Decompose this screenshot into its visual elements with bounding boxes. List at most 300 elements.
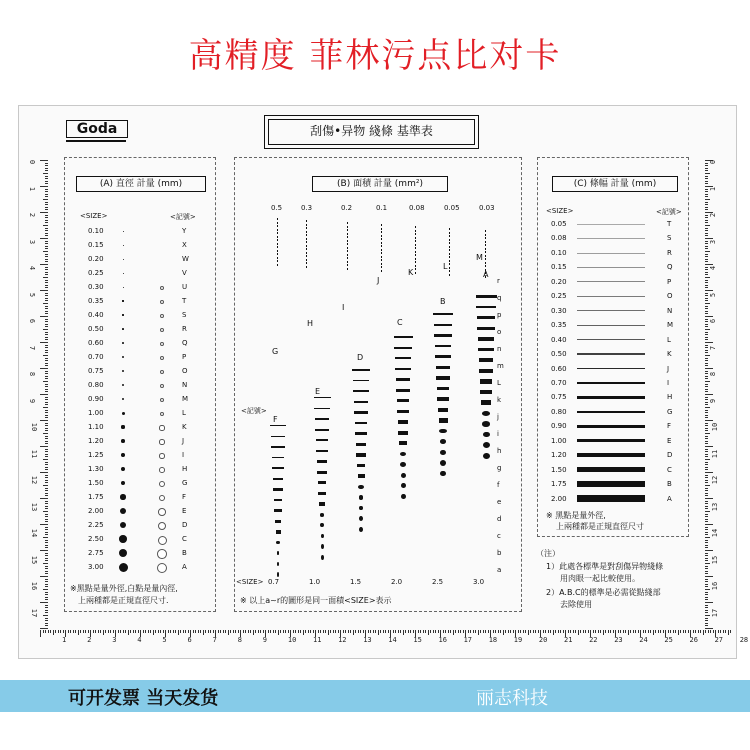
ruler-tick (335, 630, 336, 633)
ruler-tick (43, 381, 48, 382)
ruler-tick (45, 261, 48, 262)
ruler-tick (40, 628, 48, 629)
ruler-tick (428, 630, 429, 635)
ruler-tick (45, 630, 46, 633)
panel-b-stroke (449, 232, 450, 234)
ruler-tick (45, 488, 48, 489)
panel-b-stroke (347, 261, 348, 263)
panel-c-line (577, 439, 645, 442)
ruler-tick (625, 630, 626, 633)
ruler-tick (705, 630, 706, 633)
panel-b-mark (271, 436, 286, 437)
ruler-tick (93, 630, 94, 633)
ruler-tick (723, 630, 724, 633)
panel-b-mark (276, 530, 281, 534)
ruler-right (705, 150, 735, 630)
panel-a-code: F (182, 493, 187, 501)
ruler-tick (395, 630, 396, 633)
ruler-tick (45, 404, 48, 405)
ruler-tick (555, 630, 556, 633)
ruler-number: 2 (709, 212, 718, 218)
panel-b-mark (479, 358, 493, 362)
ruler-tick (108, 630, 109, 633)
ruler-tick (40, 446, 48, 447)
panel-c-code: A (667, 494, 672, 503)
panel-a-white-dot (159, 439, 164, 444)
ruler-tick (133, 630, 134, 633)
ruler-tick (45, 178, 48, 179)
ruler-tick (45, 467, 48, 468)
panel-a-white-dot (159, 453, 165, 459)
ruler-tick (45, 308, 48, 309)
panel-c-line (577, 353, 645, 355)
panel-b-letter-col: L (497, 379, 501, 387)
ruler-tick (675, 630, 676, 633)
panel-b-stroke (415, 226, 416, 228)
ruler-tick (40, 602, 48, 603)
ruler-tick (705, 337, 708, 338)
panel-b-bottom-size: 1.5 (350, 578, 362, 586)
panel-b-mark (401, 494, 406, 500)
ruler-tick (45, 391, 48, 392)
ruler-tick (705, 303, 710, 304)
ruler-tick (705, 443, 708, 444)
ruler-tick (43, 589, 48, 590)
ruler-tick (45, 527, 48, 528)
ruler-tick (705, 527, 708, 528)
panel-b-stroke (485, 258, 486, 260)
ruler-number: 5 (28, 292, 37, 297)
ruler-tick (705, 597, 708, 598)
ruler-tick (130, 630, 131, 633)
ruler-tick (705, 485, 710, 486)
panel-b-stroke (381, 249, 382, 251)
ruler-tick (705, 441, 708, 442)
ruler-tick (705, 248, 708, 249)
ruler-tick (45, 209, 48, 210)
ruler-tick (670, 630, 671, 633)
ruler-number: 11 (313, 636, 322, 644)
panel-b-stroke (415, 244, 416, 246)
ruler-number: 13 (30, 502, 39, 511)
ruler-tick (45, 347, 48, 348)
panel-b-mark (438, 408, 448, 412)
panel-c-size: 1.20 (551, 451, 567, 460)
panel-a-white-dot (157, 549, 167, 559)
ruler-tick (705, 402, 708, 403)
ruler-tick (705, 209, 708, 210)
ruler-tick (518, 630, 519, 633)
panel-b-mark (273, 478, 284, 480)
ruler-tick (705, 469, 708, 470)
ruler-tick (45, 259, 48, 260)
ruler-tick (43, 433, 48, 434)
panel-b-mark (354, 411, 368, 414)
ruler-tick (145, 630, 146, 633)
ruler-number: 17 (30, 608, 39, 617)
ruler-tick (45, 230, 48, 231)
ruler-tick (45, 306, 48, 307)
ruler-tick (353, 630, 354, 635)
ruler-tick (705, 472, 713, 473)
panel-a-size: 0.75 (88, 367, 104, 375)
ruler-tick (343, 630, 344, 633)
ruler-tick (705, 464, 708, 465)
ruler-tick (705, 516, 708, 517)
ruler-tick (705, 178, 708, 179)
ruler-tick (705, 183, 708, 184)
ruler-tick (705, 342, 713, 343)
ruler-tick (705, 428, 708, 429)
ruler-tick (45, 298, 48, 299)
panel-b-mark (314, 408, 330, 410)
panel-a-size: 2.00 (88, 507, 104, 515)
ruler-tick (575, 630, 576, 633)
ruler-tick (588, 630, 589, 633)
panel-b-stroke (485, 237, 486, 239)
ruler-tick (45, 207, 48, 208)
panel-a-black-dot (123, 273, 124, 274)
panel-b-size-label: <SIZE> (236, 578, 264, 586)
ruler-tick (525, 630, 526, 633)
panel-b-stroke (415, 251, 416, 253)
panel-c-code-label: <記號> (656, 208, 682, 216)
panel-b-stroke (277, 243, 278, 245)
ruler-tick (705, 246, 708, 247)
ruler-tick (83, 630, 84, 633)
ruler-tick (705, 446, 713, 447)
panel-c-line (577, 296, 645, 297)
ruler-tick (705, 430, 708, 431)
ruler-tick (45, 371, 48, 372)
ruler-tick (45, 579, 48, 580)
ruler-tick (705, 363, 708, 364)
ruler-tick (45, 373, 48, 374)
ruler-tick (705, 612, 708, 613)
panel-c-code: D (667, 451, 673, 460)
panel-b-mark (358, 474, 365, 478)
ruler-tick (568, 630, 569, 633)
ruler-tick (45, 441, 48, 442)
panel-b-mark (399, 441, 407, 445)
ruler-tick (705, 625, 708, 626)
ruler-tick (45, 352, 48, 353)
panel-b-stroke (306, 245, 307, 247)
ruler-tick (40, 630, 41, 637)
panel-b-mark (315, 429, 329, 431)
panel-b-stroke (449, 260, 450, 262)
ruler-tick (705, 490, 708, 491)
panel-b-group-letter: C (397, 318, 403, 327)
panel-a-size: 1.75 (88, 493, 104, 501)
ruler-tick (473, 630, 474, 633)
ruler-tick (705, 230, 708, 231)
ruler-tick (43, 173, 48, 174)
ruler-tick (705, 628, 713, 629)
panel-c-size: 2.00 (551, 494, 567, 503)
ruler-tick (705, 345, 708, 346)
ruler-tick (45, 415, 48, 416)
panel-b-mark (315, 418, 330, 420)
ruler-tick (310, 630, 311, 633)
panel-a-size: 0.60 (88, 339, 104, 347)
ruler-tick (705, 352, 708, 353)
panel-b-mark (355, 422, 368, 425)
panel-c-code: N (667, 306, 673, 315)
ruler-tick (318, 630, 319, 633)
ruler-tick (393, 630, 394, 633)
ruler-tick (45, 181, 48, 182)
ruler-tick (63, 630, 64, 633)
panel-a-black-dot (122, 328, 124, 330)
panel-a-white-dot (160, 356, 164, 360)
panel-b-stroke (381, 259, 382, 261)
ruler-tick (705, 623, 708, 624)
ruler-tick (168, 630, 169, 633)
panel-b-stroke (347, 257, 348, 259)
ruler-tick (210, 630, 211, 633)
panel-c-note-1: ※ 黑點是量外徑, (546, 511, 606, 520)
ruler-tick (705, 173, 710, 174)
ruler-tick (585, 630, 586, 633)
ruler-tick (230, 630, 231, 633)
panel-b-group-letter: B (440, 297, 446, 306)
panel-a-code: W (182, 255, 189, 263)
ruler-tick (705, 204, 708, 205)
ruler-number: 10 (711, 422, 720, 432)
ruler-tick (260, 630, 261, 633)
ruler-tick (143, 630, 144, 633)
ruler-tick (220, 630, 221, 633)
panel-b-stroke (485, 234, 486, 236)
ruler-tick (705, 326, 708, 327)
ruler-tick (45, 592, 48, 593)
ruler-number: 4 (137, 636, 142, 644)
ruler-tick (538, 630, 539, 633)
panel-a-code: N (182, 381, 188, 389)
ruler-tick (653, 630, 654, 635)
ruler-tick (605, 630, 606, 633)
ruler-tick (468, 630, 469, 633)
ruler-tick (545, 630, 546, 633)
panel-b-mark (401, 483, 406, 488)
ruler-tick (373, 630, 374, 633)
ruler-tick (45, 475, 48, 476)
panel-b-code-label: <記號> (241, 407, 267, 415)
panel-a-code: R (182, 325, 187, 333)
ruler-tick (513, 630, 514, 633)
ruler-tick (113, 630, 114, 633)
ruler-tick (455, 630, 456, 633)
panel-b-mark (357, 464, 365, 468)
ruler-tick (705, 467, 708, 468)
ruler-tick (718, 630, 719, 633)
ruler-tick (705, 386, 708, 387)
ruler-tick (200, 630, 201, 633)
ruler-tick (475, 630, 476, 633)
panel-b-mark (439, 418, 448, 423)
ruler-tick (233, 630, 234, 633)
panel-b-top-value: 0.3 (301, 204, 313, 212)
panel-c-code: K (667, 350, 672, 359)
panel-b-stroke (449, 242, 450, 244)
ruler-number: 6 (28, 318, 37, 324)
panel-a-code: I (182, 451, 185, 459)
ruler-tick (705, 404, 708, 405)
ruler-tick (705, 228, 708, 229)
panel-b-stroke (347, 236, 348, 238)
panel-c-code: B (667, 480, 672, 489)
ruler-tick (173, 630, 174, 633)
ruler-tick (75, 630, 76, 633)
panel-c-size: 1.00 (551, 436, 567, 445)
ruler-tick (460, 630, 461, 633)
ruler-tick (705, 251, 710, 252)
ruler-number: 25 (664, 636, 673, 644)
panel-b-stroke (277, 246, 278, 248)
ruler-number: 14 (388, 636, 397, 644)
panel-b-group-letter: L (443, 262, 448, 271)
panel-b-stroke (277, 239, 278, 241)
ruler-tick (160, 630, 161, 633)
ruler-tick (45, 267, 48, 268)
ruler-tick (450, 630, 451, 633)
panel-c-code: I (667, 378, 670, 387)
panel-b-top-value: 0.5 (271, 204, 283, 212)
panel-a-size: 0.35 (88, 297, 104, 305)
ruler-tick (45, 217, 48, 218)
ruler-tick (43, 563, 48, 564)
panel-b-mark (480, 390, 491, 395)
ruler-tick (688, 630, 689, 633)
panel-c-title: (C) 條幅 計量 (mm) (552, 176, 678, 192)
ruler-tick (203, 630, 204, 635)
ruler-tick (45, 438, 48, 439)
ruler-tick (350, 630, 351, 633)
ruler-tick (45, 542, 48, 543)
panel-b-letter-col: h (497, 447, 502, 455)
ruler-tick (45, 605, 48, 606)
remarks-head: （注） (536, 549, 560, 558)
ruler-tick (123, 630, 124, 633)
ruler-tick (705, 581, 708, 582)
ruler-tick (98, 630, 99, 633)
ruler-tick (638, 630, 639, 633)
ruler-tick (45, 189, 48, 190)
ruler-tick (498, 630, 499, 633)
panel-b-mark (483, 442, 490, 448)
panel-a-size: 1.20 (88, 437, 104, 445)
panel-a-code: B (182, 549, 187, 557)
panel-c-code: O (667, 292, 673, 301)
panel-b-group-letter: F (273, 415, 278, 424)
panel-c-line (577, 253, 645, 254)
ruler-tick (45, 410, 48, 411)
panel-a-white-dot (158, 536, 167, 545)
ruler-tick (45, 423, 48, 424)
ruler-number: 0 (28, 159, 37, 165)
ruler-tick (45, 337, 48, 338)
ruler-tick (158, 630, 159, 633)
ruler-tick (45, 363, 48, 364)
panel-a-black-dot (119, 563, 128, 572)
panel-a-black-dot (121, 467, 125, 471)
panel-a-white-dot (158, 508, 166, 516)
ruler-tick (45, 623, 48, 624)
panel-b-mark (483, 432, 490, 438)
ruler-tick (705, 560, 708, 561)
ruler-tick (663, 630, 664, 633)
panel-a-black-dot (122, 300, 123, 301)
ruler-tick (45, 191, 48, 192)
ruler-tick (40, 160, 48, 161)
ruler-number: 15 (30, 555, 39, 564)
ruler-number: 0 (709, 159, 718, 165)
ruler-tick (598, 630, 599, 633)
ruler-tick (705, 514, 708, 515)
panel-b-stroke (381, 228, 382, 230)
ruler-tick (705, 378, 708, 379)
panel-c-line (577, 495, 645, 501)
panel-a-black-dot (120, 508, 126, 514)
panel-b-letter-col: c (497, 532, 501, 540)
ruler-tick (508, 630, 509, 633)
ruler-number: 17 (463, 636, 473, 644)
panel-b-top-value: 0.08 (409, 204, 425, 212)
panel-b-stroke (347, 264, 348, 266)
remarks-line-4: 去除使用 (560, 600, 592, 609)
ruler-tick (705, 243, 708, 244)
panel-b-group-letter: A (483, 270, 489, 279)
ruler-tick (45, 365, 48, 366)
ruler-tick (535, 630, 536, 633)
ruler-tick (45, 490, 48, 491)
ruler-tick (45, 493, 48, 494)
ruler-number: 5 (162, 636, 167, 644)
panel-b-stroke (449, 263, 450, 265)
ruler-tick (480, 630, 481, 633)
panel-b-stroke (449, 228, 450, 230)
ruler-tick (705, 277, 710, 278)
ruler-top (18, 630, 749, 655)
ruler-tick (383, 630, 384, 633)
ruler-tick (40, 238, 48, 239)
panel-a-code: C (182, 535, 187, 543)
ruler-tick (705, 394, 713, 395)
ruler-tick (270, 630, 271, 633)
ruler-tick (705, 594, 708, 595)
panel-b-group-letter: M (476, 253, 483, 262)
panel-c-code: J (667, 364, 670, 373)
ruler-tick (705, 308, 708, 309)
ruler-tick (45, 243, 48, 244)
panel-a-code-label: <記號> (170, 213, 196, 221)
ruler-tick (385, 630, 386, 633)
panel-b-mark (401, 473, 406, 478)
panel-b-mark (316, 450, 328, 453)
panel-b-mark (272, 457, 285, 459)
ruler-tick (163, 630, 164, 633)
panel-a-size: 3.00 (88, 563, 104, 571)
panel-b-mark (478, 337, 495, 341)
ruler-tick (700, 630, 701, 633)
ruler-tick (323, 630, 324, 633)
ruler-tick (45, 553, 48, 554)
ruler-tick (705, 300, 708, 301)
ruler-tick (45, 462, 48, 463)
ruler-tick (573, 630, 574, 633)
ruler-tick (560, 630, 561, 633)
